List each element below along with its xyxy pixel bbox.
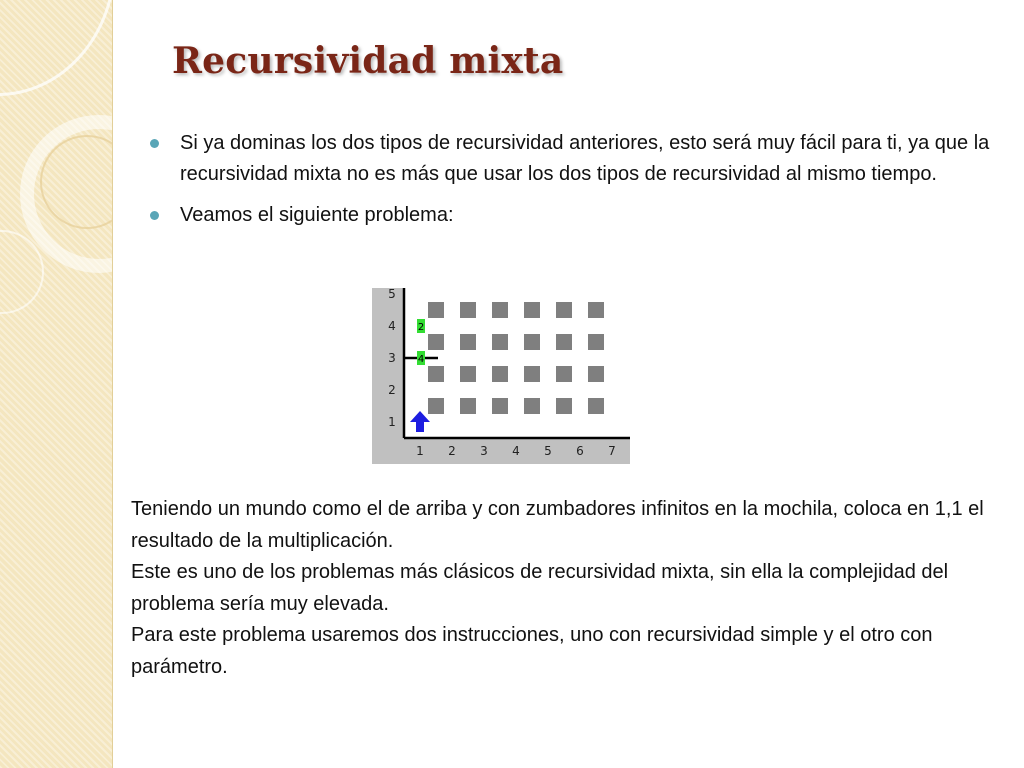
wall-block (556, 366, 572, 382)
wall-block (492, 334, 508, 350)
wall-block (460, 302, 476, 318)
paragraph: Teniendo un mundo como el de arriba y con zumbadores infinitos en la mochila, coloca en 1,1 el resultado de la multiplicación. (131, 498, 984, 552)
wall-block (556, 398, 572, 414)
beeper-count: 2 (417, 322, 425, 333)
bullet-icon (150, 139, 159, 148)
wall-block (588, 334, 604, 350)
column-label: 4 (512, 444, 520, 458)
row-label: 3 (388, 351, 396, 365)
wall-block (556, 334, 572, 350)
wall-block (428, 398, 444, 414)
wall-block (588, 398, 604, 414)
bullet-icon (150, 211, 159, 220)
wall-block (524, 334, 540, 350)
karel-world-grid (372, 288, 630, 464)
row-label: 2 (388, 383, 396, 397)
column-label: 7 (608, 444, 616, 458)
beeper-count: 4 (417, 354, 425, 365)
wall-block (492, 302, 508, 318)
paragraph: Para este problema usaremos dos instrucciones, uno con recursividad simple y el otro con parámetro. (131, 624, 933, 678)
row-label: 5 (388, 288, 396, 301)
column-label: 3 (480, 444, 488, 458)
column-label: 5 (544, 444, 552, 458)
wall-block (556, 302, 572, 318)
wall-block (524, 302, 540, 318)
swirl-decoration (0, 0, 113, 96)
bullet-list (150, 128, 1000, 241)
wall-block (460, 366, 476, 382)
bullet-text: Si ya dominas los dos tipos de recursividad anteriores, esto será muy fácil para ti, ya que la recursividad mixta no es más que usar los dos tipos de recursividad al mismo tiempo. (180, 132, 990, 185)
paragraph: Este es uno de los problemas más clásicos de recursividad mixta, sin ella la complejidad del problema sería muy elevada. (131, 561, 949, 615)
column-label: 1 (416, 444, 424, 458)
wall-block (524, 366, 540, 382)
wall-block (428, 366, 444, 382)
bullet-item (150, 128, 1000, 190)
problem-description (131, 494, 1011, 683)
decorative-sidebar (0, 0, 113, 768)
wall-block (524, 398, 540, 414)
bullet-item (150, 200, 1000, 231)
wall-block (460, 334, 476, 350)
wall-block (460, 398, 476, 414)
row-label: 4 (388, 319, 396, 333)
row-label: 1 (388, 415, 396, 429)
wall-block (428, 302, 444, 318)
column-label: 6 (576, 444, 584, 458)
bullet-text: Veamos el siguiente problema: (180, 204, 454, 226)
column-label: 2 (448, 444, 456, 458)
wall-block (428, 334, 444, 350)
wall-block (492, 366, 508, 382)
wall-block (588, 366, 604, 382)
slide-title: Recursividad mixta (172, 40, 564, 82)
wall-block (492, 398, 508, 414)
wall-block (588, 302, 604, 318)
